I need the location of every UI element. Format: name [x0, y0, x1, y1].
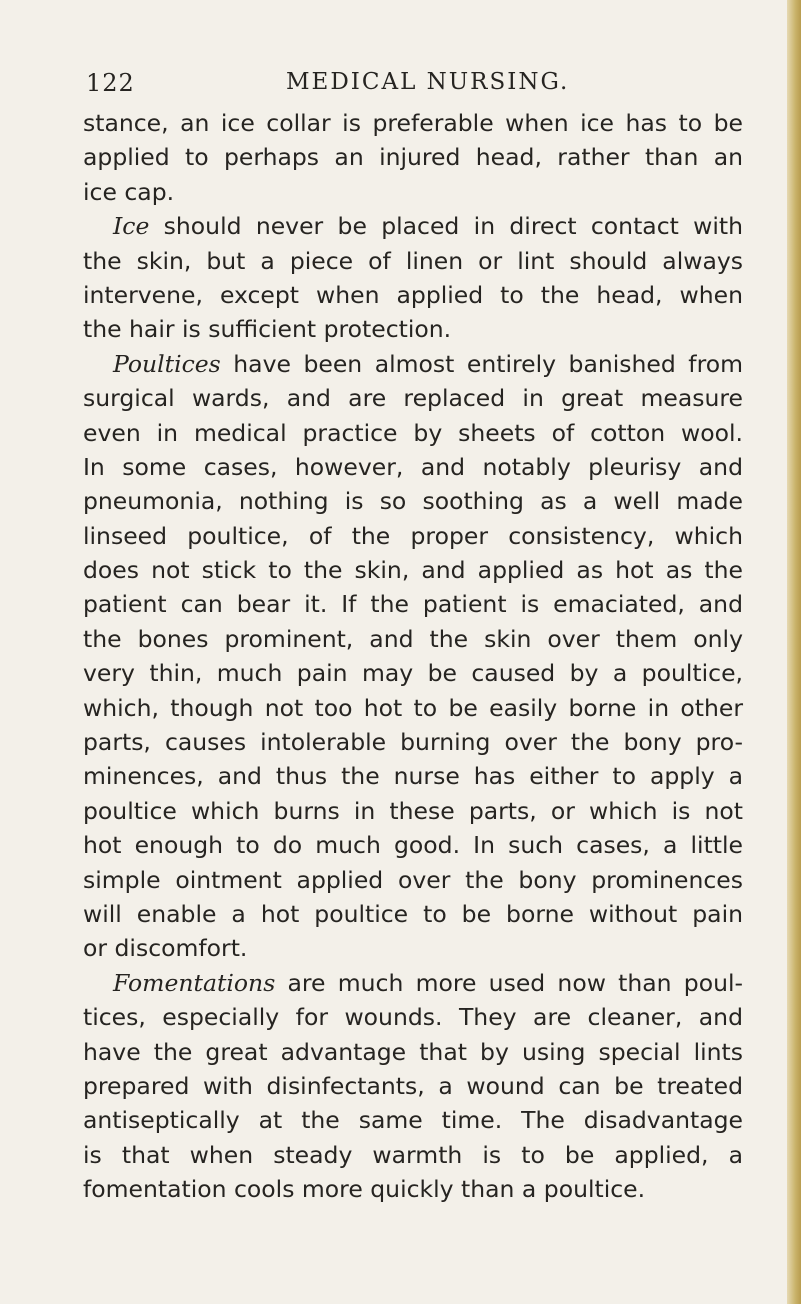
- text-line: [83, 278, 743, 312]
- line-text: have been almost entirely banished from: [220, 349, 743, 378]
- text-line: [83, 1103, 743, 1137]
- line-text: antiseptically at the same time. The disadvantage: [83, 1106, 743, 1135]
- line-text: hot enough to do much good. In such cases, a little: [83, 831, 743, 860]
- line-text: should never be placed in direct contact with: [149, 212, 743, 241]
- text-line: [83, 863, 743, 897]
- text-line: [83, 622, 743, 656]
- line-text: very thin, much pain may be caused by a poultice,: [83, 659, 743, 688]
- text-line: [83, 794, 743, 828]
- text-line: [83, 656, 743, 690]
- line-text: or discomfort.: [83, 934, 248, 963]
- body-text: [83, 106, 743, 1207]
- line-text: pneumonia, nothing is so soothing as a well made: [83, 487, 743, 516]
- text-line: [83, 381, 743, 415]
- page-number: 122: [86, 69, 135, 97]
- page-edge: [787, 0, 801, 1304]
- line-text: have the great advantage that by using special lints: [83, 1037, 743, 1066]
- running-head: MEDICAL NURSING.: [286, 69, 570, 95]
- line-text: poultice which burns in these parts, or which is not: [83, 796, 743, 825]
- line-text: linseed poultice, of the proper consistency, which: [83, 521, 743, 550]
- text-line: [83, 725, 743, 759]
- line-text: fomentation cools more quickly than a poultice.: [83, 1175, 646, 1204]
- line-text: patient can bear it. If the patient is emaciated, and: [83, 590, 743, 619]
- line-text: will enable a hot poultice to be borne without pain: [83, 899, 743, 928]
- line-text: does not stick to the skin, and applied as hot as the: [83, 556, 743, 585]
- text-line: [83, 1069, 743, 1103]
- line-text: surgical wards, and are replaced in great measure: [83, 384, 743, 413]
- text-line: [83, 175, 743, 209]
- text-line: [83, 553, 743, 587]
- line-text: simple ointment applied over the bony prominences: [83, 865, 743, 894]
- text-line: [83, 519, 743, 553]
- line-text: the hair is sufficient protection.: [83, 315, 452, 344]
- text-line: [83, 106, 743, 140]
- text-line: [83, 759, 743, 793]
- line-text: the skin, but a piece of linen or lint should always: [83, 246, 743, 275]
- line-text: intervene, except when applied to the head, when: [83, 280, 743, 309]
- line-text: ice cap.: [83, 177, 175, 206]
- line-text: is that when steady warmth is to be applied, a: [83, 1140, 743, 1169]
- line-text: the bones prominent, and the skin over them only: [83, 624, 743, 653]
- text-line: [83, 1172, 743, 1206]
- line-text: applied to perhaps an injured head, rather than an: [83, 143, 743, 172]
- text-line: [83, 828, 743, 862]
- text-line: [83, 416, 743, 450]
- text-line: [83, 897, 743, 931]
- italic-term: Poultices: [113, 349, 221, 378]
- text-line: [83, 484, 743, 518]
- line-text: even in medical practice by sheets of cotton wool.: [83, 418, 743, 447]
- line-text: which, though not too hot to be easily borne in other: [83, 693, 743, 722]
- text-line: [83, 347, 743, 381]
- italic-term: Fomentations: [113, 968, 276, 997]
- text-line: [83, 209, 743, 243]
- text-line: [83, 1035, 743, 1069]
- italic-term: Ice: [113, 212, 150, 241]
- text-line: [83, 450, 743, 484]
- line-text: tices, especially for wounds. They are cleaner, and: [83, 1003, 743, 1032]
- line-text: parts, causes intolerable burning over the bony pro-: [83, 728, 743, 757]
- text-line: [83, 312, 743, 346]
- line-text: In some cases, however, and notably pleurisy and: [83, 452, 743, 481]
- text-line: [83, 1000, 743, 1034]
- text-line: [83, 1138, 743, 1172]
- text-line: [83, 587, 743, 621]
- text-line: [83, 931, 743, 965]
- line-text: prepared with disinfectants, a wound can be treated: [83, 1071, 743, 1100]
- text-line: [83, 966, 743, 1000]
- text-line: [83, 244, 743, 278]
- page-header: [86, 69, 726, 101]
- text-line: [83, 140, 743, 174]
- text-line: [83, 691, 743, 725]
- line-text: minences, and thus the nurse has either to apply a: [83, 762, 743, 791]
- line-text: stance, an ice collar is preferable when ice has to be: [83, 109, 743, 137]
- line-text: are much more used now than poul-: [275, 968, 743, 997]
